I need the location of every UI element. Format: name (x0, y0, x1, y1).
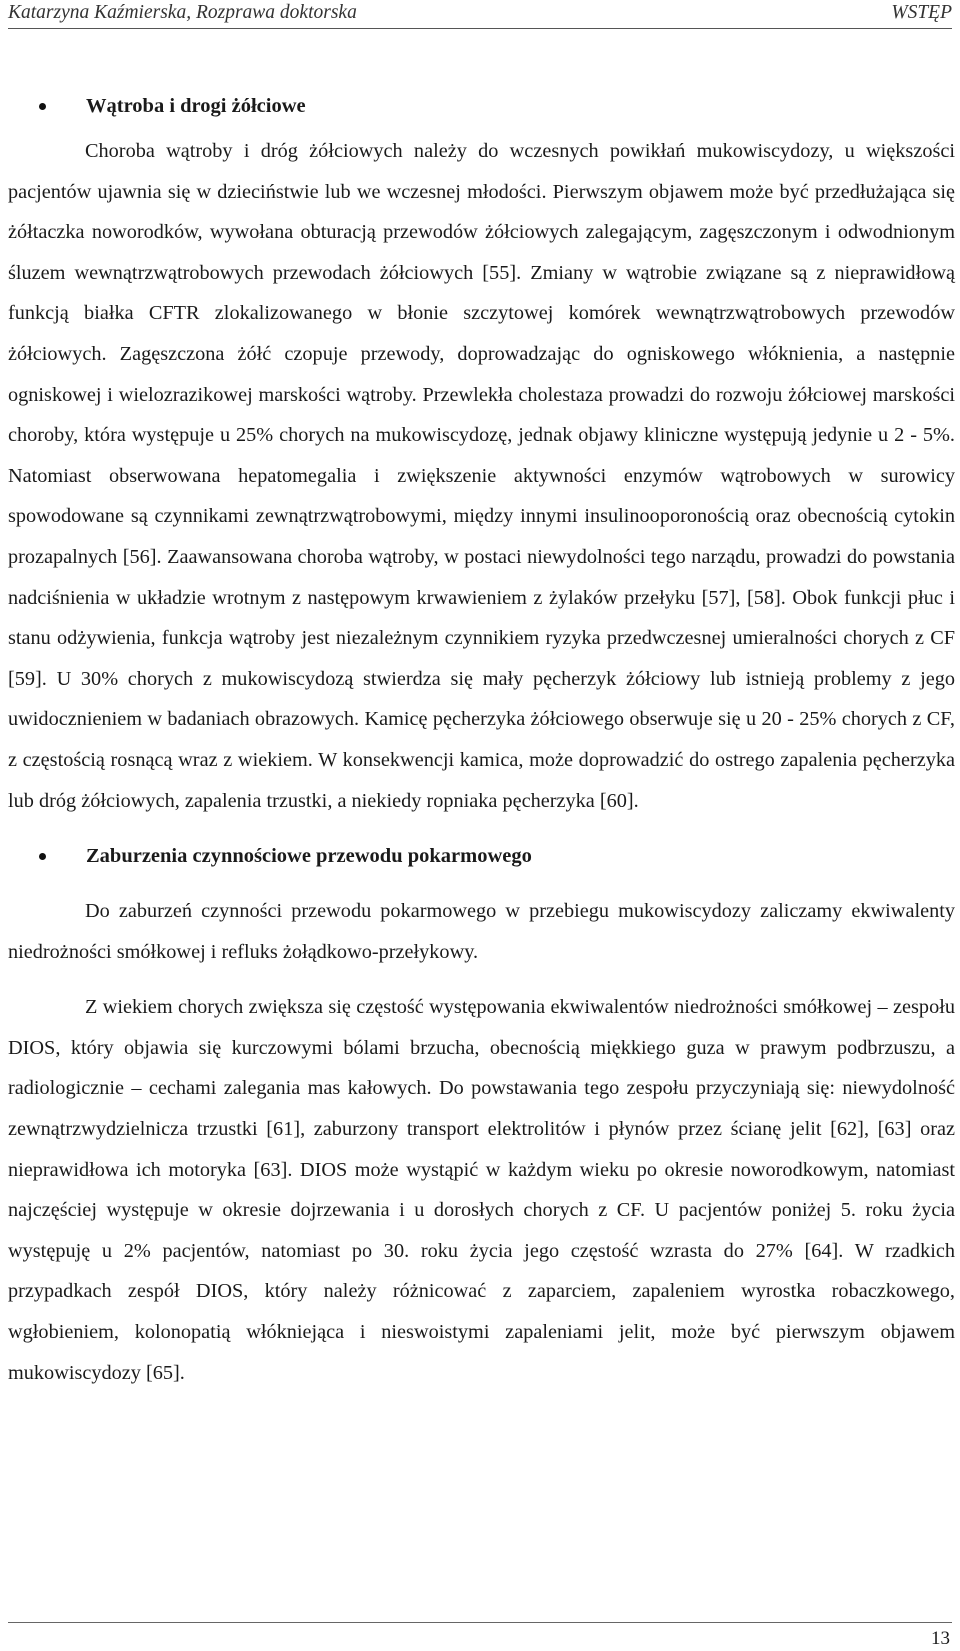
paragraph-liver: Choroba wątroby i dróg żółciowych należy do wczesnych powikłań mukowiscydozy, u większości pacjentów ujawnia się w dzieciństwie lub we wczesnej młodości. Pierwszym objawem może być przedłużająca się żółtaczka noworodków, wywołana obturacją przewodów żółciowych zalegającym, zagęszczonym i odwodnionym śluzem wewnątrzwątrobowych przewodach żółciowych [55]. Zmiany w wątrobie związane są z nieprawidłową funkcją białka CFTR zlokalizowanego w błonie szczytowej komórek wewnątrzwątrobowych przewodów żółciowych. Zagęszczona żółć czopuje przewody, doprowadzając do ogniskowego włóknienia, a następnie ogniskowej i wielozrazikowej marskości wątroby. Przewlekła cholestaza prowadzi do rozwoju żółciowej marskości choroby, która występuje u 25% chorych na mukowiscydozę, jednak objawy kliniczne występują jedynie u 2 - 5%. Natomiast obserwowana hepatomegalia i zwiększenie aktywności enzymów wątrobowych w surowicy spowodowane są czynnikami zewnątrzwątrobowymi, między innymi insulinooporonością oraz obecnością cytokin prozapalnych [56]. Zaawansowana choroba wątroby, w postaci niewydolności tego narządu, prowadzi do powstania nadciśnienia w układzie wrotnym z następowym krwawieniem z żylaków przełyku [57], [58]. Obok funkcji płuc i stanu odżywienia, funkcja wątroby jest niezależnym czynnikiem ryzyka przedwczesnej umieralności chorych z CF [59]. U 30% chorych z mukowiscydozą stwierdza się mały pęcherzyk żółciowy lub istnieją problemy z jego uwidocznieniem w badaniach obrazowych. Kamicę pęcherzyka żółciowego obserwuje się u 20 - 25% chorych z CF, z częstością rosnącą wraz z wiekiem. W konsekwencji kamica, może doprowadzić do ostrego zapalenia pęcherzyka lub dróg żółciowych, zapalenia trzustki, a niekiedy ropniaka pęcherzyka [60]. (8, 140, 955, 812)
running-header (8, 0, 952, 29)
page-number: 13 (931, 1628, 950, 1649)
paragraph-dios: Z wiekiem chorych zwiększa się częstość występowania ekwiwalentów niedrożności smółkowej – zespołu DIOS, który objawia się kurczowymi bólami brzucha, obecnością miękkiego guza w prawym podbrzuszu, a radiologicznie – cechami zalegania mas kałowych. Do powstawania tego zespołu przyczyniają się: niewydolność zewnątrzwydzielnicza trzustki [61], zaburzony transport elektrolitów i płynów przez ścianę jelit [62], [63] oraz nieprawidłowa ich motoryka [63]. DIOS może wystąpić w każdym wieku po okresie noworodkowym, natomiast najczęściej występuje w okresie dojrzewania i u dorosłych chorych z CF. U pacjentów poniżej 5. roku życia występuję u 2% pacjentów, natomiast po 30. roku życia jego częstość wzrasta do 27% [64]. W rzadkich przypadkach zespół DIOS, który należy różnicować z zaparciem, zapaleniem wyrostka robaczkowego, wgłobieniem, kolonopatią włókniejąca i nieswoistymi zapaleniami jelit, może być pierwszym objawem mukowiscydozy [65]. (8, 996, 955, 1384)
bullet-icon (39, 103, 46, 110)
section-heading-gi-disorders (8, 836, 955, 876)
bullet-icon (39, 853, 46, 860)
section-heading-text: Zaburzenia czynnościowe przewodu pokarmowego (86, 845, 532, 868)
header-author-title: Katarzyna Kaźmierska, Rozprawa doktorska (8, 2, 357, 23)
footer-divider (8, 1622, 952, 1623)
paragraph-gi-intro: Do zaburzeń czynności przewodu pokarmowego w przebiegu mukowiscydozy zaliczamy ekwiwalenty niedrożności smółkowej i refluks żołądkowo-przełykowy. (8, 900, 955, 963)
section-heading-liver (8, 86, 955, 126)
section-heading-text: Wątroba i drogi żółciowe (86, 95, 306, 117)
page-body (8, 86, 955, 1393)
header-section-name: WSTĘP (891, 2, 952, 23)
